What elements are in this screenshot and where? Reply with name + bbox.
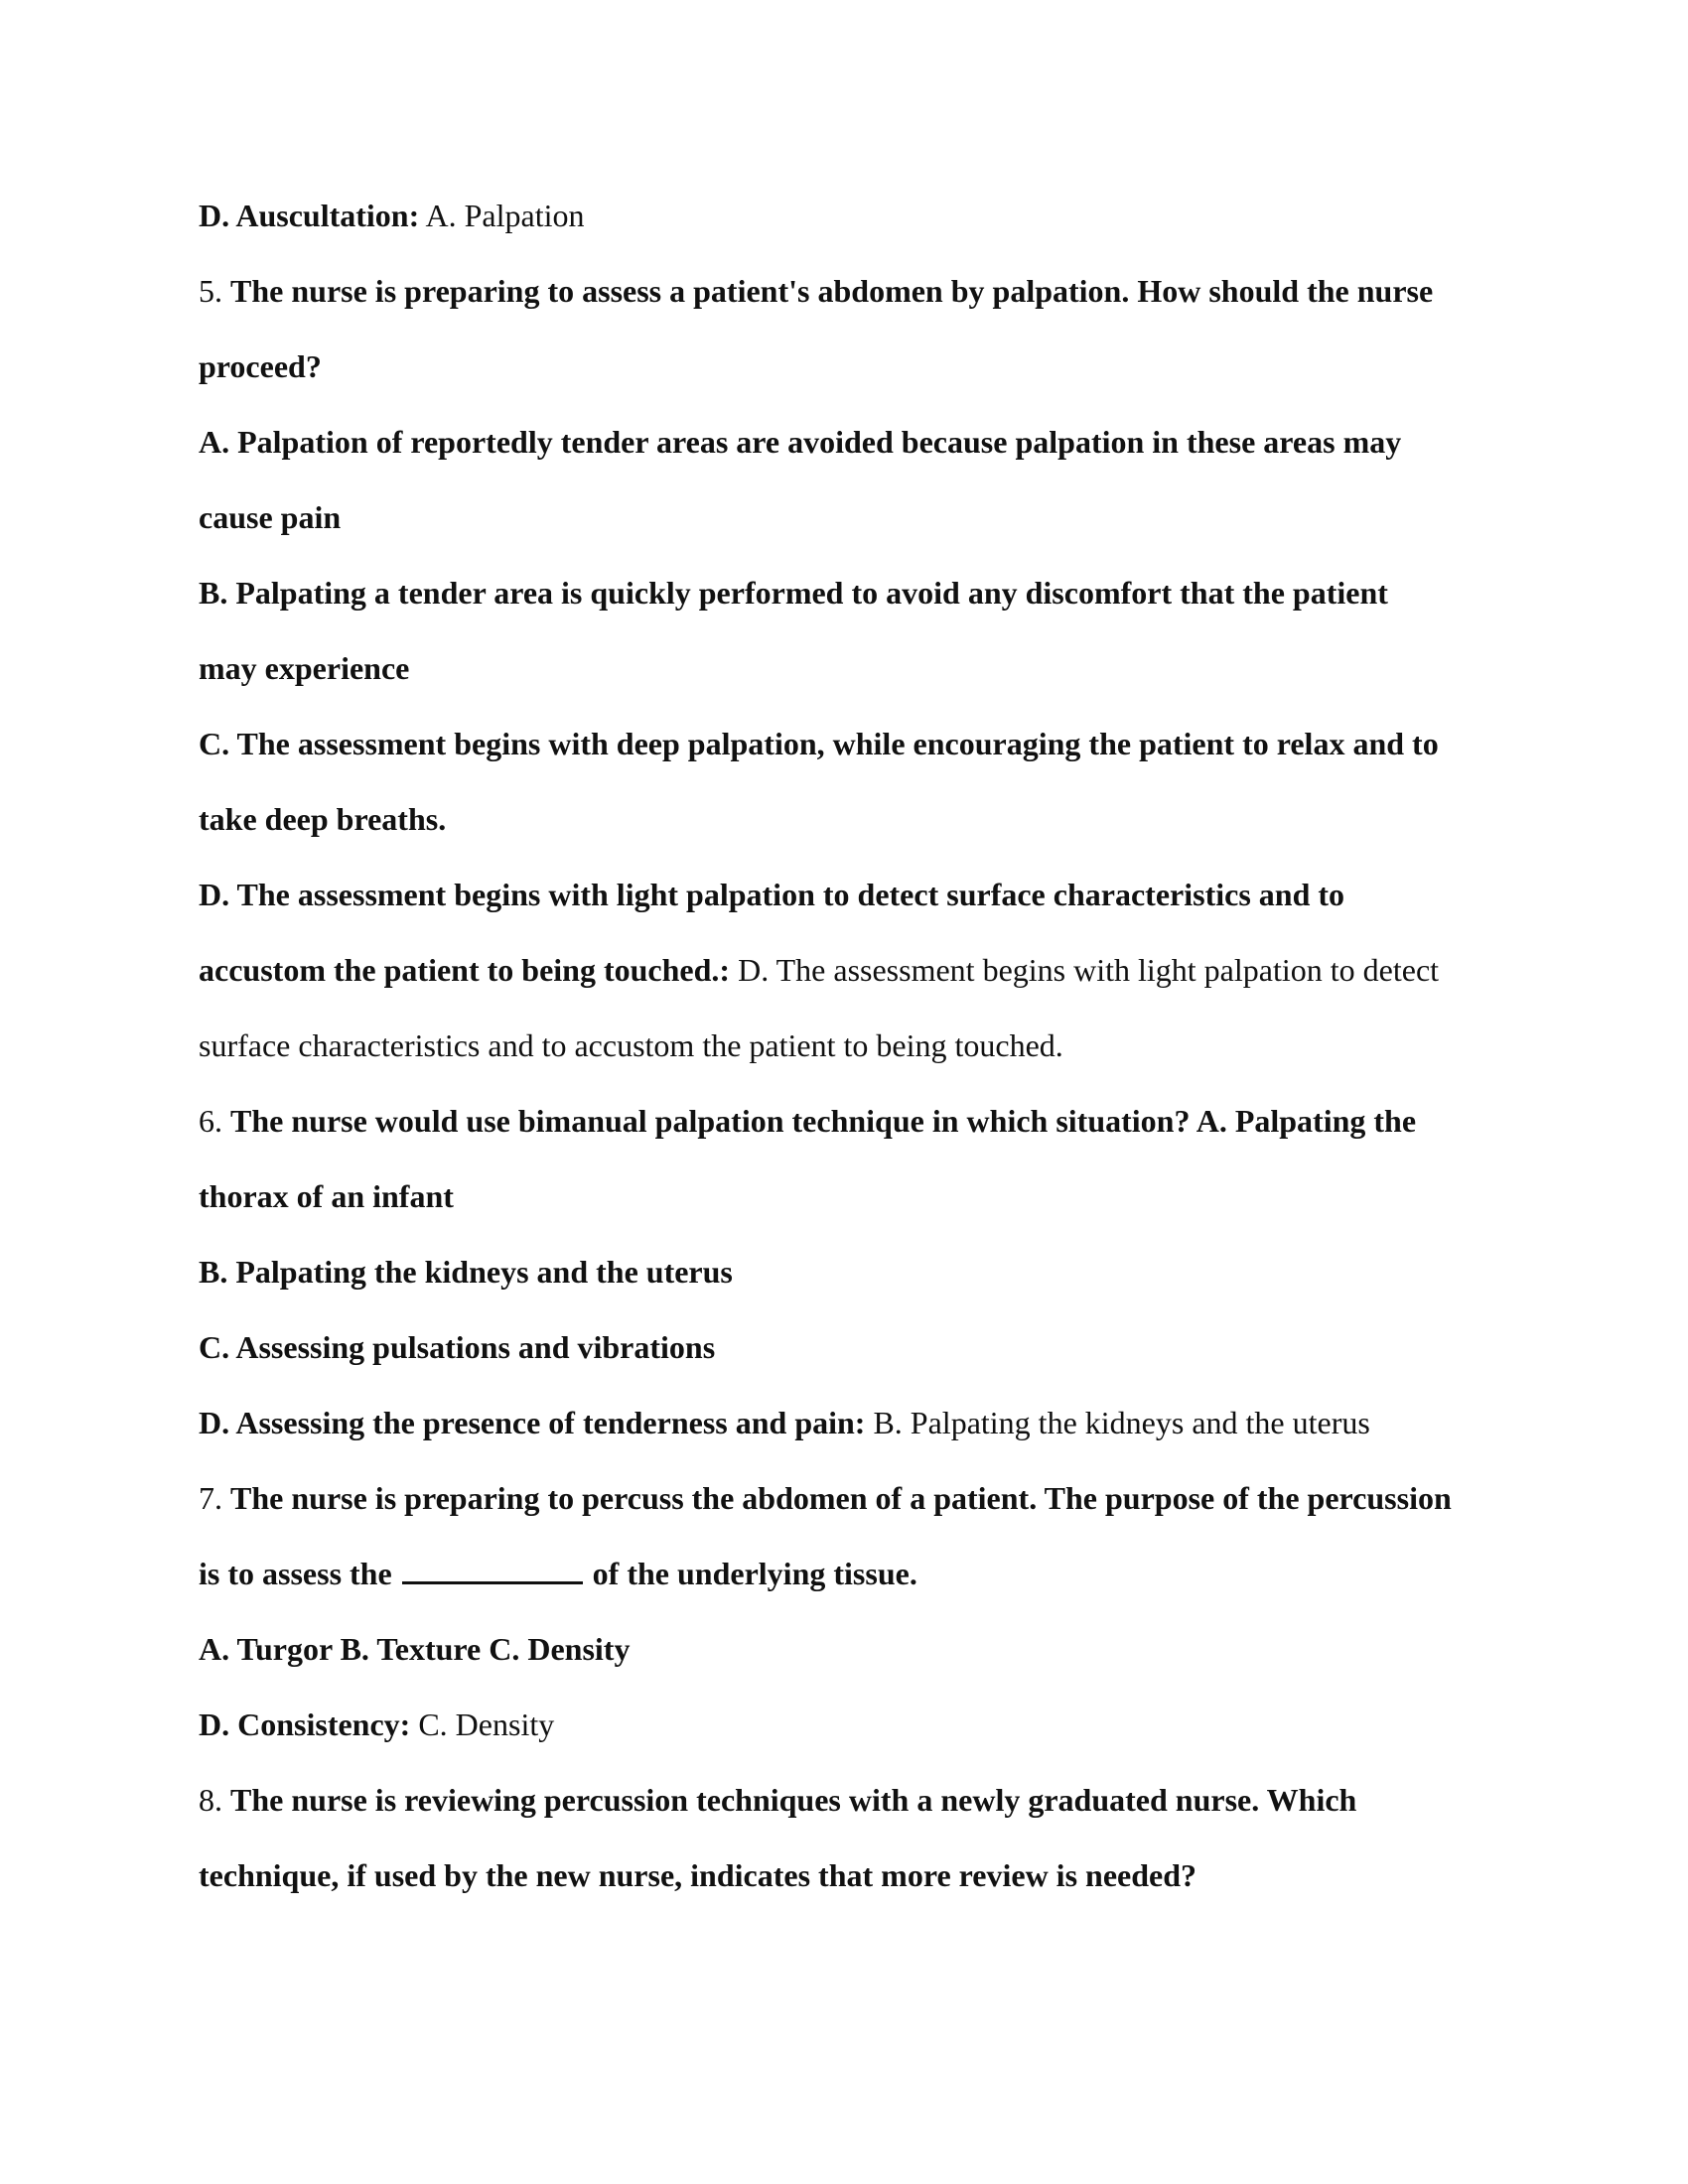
question-text: is to assess the <box>199 1556 392 1591</box>
option-text: C. Assessing pulsations and vibrations <box>199 1329 716 1365</box>
question-6 <box>199 1101 1416 1141</box>
option-text: B. Palpating a tender area is quickly performed to avoid any discomfort that the patient <box>199 575 1388 611</box>
options-7abc <box>199 1629 630 1669</box>
option-5c <box>199 724 1439 763</box>
question-text: The nurse would use bimanual palpation technique in which situation? A. Palpating the <box>230 1103 1417 1139</box>
option-text: D. Assessing the presence of tenderness and pain: <box>199 1405 866 1440</box>
answer-text: A. Palpation <box>419 198 585 233</box>
option-5b <box>199 573 1388 613</box>
option-text: A. Turgor B. Texture C. Density <box>199 1631 631 1667</box>
option-text: thorax of an infant <box>199 1178 454 1214</box>
question-8-cont <box>199 1855 1196 1895</box>
question-7 <box>199 1478 1452 1518</box>
option-6c <box>199 1327 715 1367</box>
question-8 <box>199 1780 1356 1820</box>
answer-text: D. The assessment begins with light palpation to detect <box>730 952 1440 988</box>
option-6a-cont <box>199 1176 454 1216</box>
question-7-cont <box>199 1554 917 1593</box>
option-7d-answer <box>199 1705 554 1744</box>
option-5d-answer <box>199 950 1439 990</box>
option-text: may experience <box>199 650 410 686</box>
answer-text: C. Density <box>410 1706 555 1742</box>
question-text: proceed? <box>199 348 322 384</box>
answer-text: surface characteristics and to accustom the patient to being touched. <box>199 1027 1063 1063</box>
option-text: D. Consistency: <box>199 1706 411 1742</box>
question-number: 5. <box>199 273 230 309</box>
option-6d-answer <box>199 1403 1370 1442</box>
option-5d <box>199 875 1344 914</box>
option-text: A. Palpation of reportedly tender areas are avoided because palpation in these areas may <box>199 424 1402 460</box>
option-5a <box>199 422 1401 462</box>
question-text: The nurse is reviewing percussion techniques with a newly graduated nurse. Which <box>230 1782 1357 1818</box>
option-text: D. The assessment begins with light palpation to detect surface characteristics and to <box>199 877 1345 912</box>
answer-text: B. Palpating the kidneys and the uterus <box>865 1405 1370 1440</box>
answer-5-cont <box>199 1025 1063 1065</box>
option-text: B. Palpating the kidneys and the uterus <box>199 1254 733 1290</box>
fill-in-blank <box>402 1556 583 1584</box>
option-text: C. The assessment begins with deep palpation, while encouraging the patient to relax and to <box>199 726 1439 761</box>
line-d-auscultation <box>199 196 584 235</box>
question-text: of the underlying tissue. <box>592 1556 917 1591</box>
option-5b-cont <box>199 648 409 688</box>
question-number: 7. <box>199 1480 230 1516</box>
question-text: technique, if used by the new nurse, indicates that more review is needed? <box>199 1857 1197 1893</box>
question-number: 8. <box>199 1782 230 1818</box>
question-5 <box>199 271 1433 311</box>
option-text: accustom the patient to being touched.: <box>199 952 731 988</box>
question-number: 6. <box>199 1103 230 1139</box>
option-text: take deep breaths. <box>199 801 447 837</box>
option-5c-cont <box>199 799 446 839</box>
option-6b <box>199 1252 733 1292</box>
question-text: The nurse is preparing to percuss the abdomen of a patient. The purpose of the percussion <box>230 1480 1452 1516</box>
option-text: cause pain <box>199 499 342 535</box>
option-5a-cont <box>199 497 341 537</box>
bold-text: D. Auscultation: <box>199 198 420 233</box>
question-5-cont <box>199 346 322 386</box>
question-text: The nurse is preparing to assess a patient's abdomen by palpation. How should the nurse <box>230 273 1434 309</box>
